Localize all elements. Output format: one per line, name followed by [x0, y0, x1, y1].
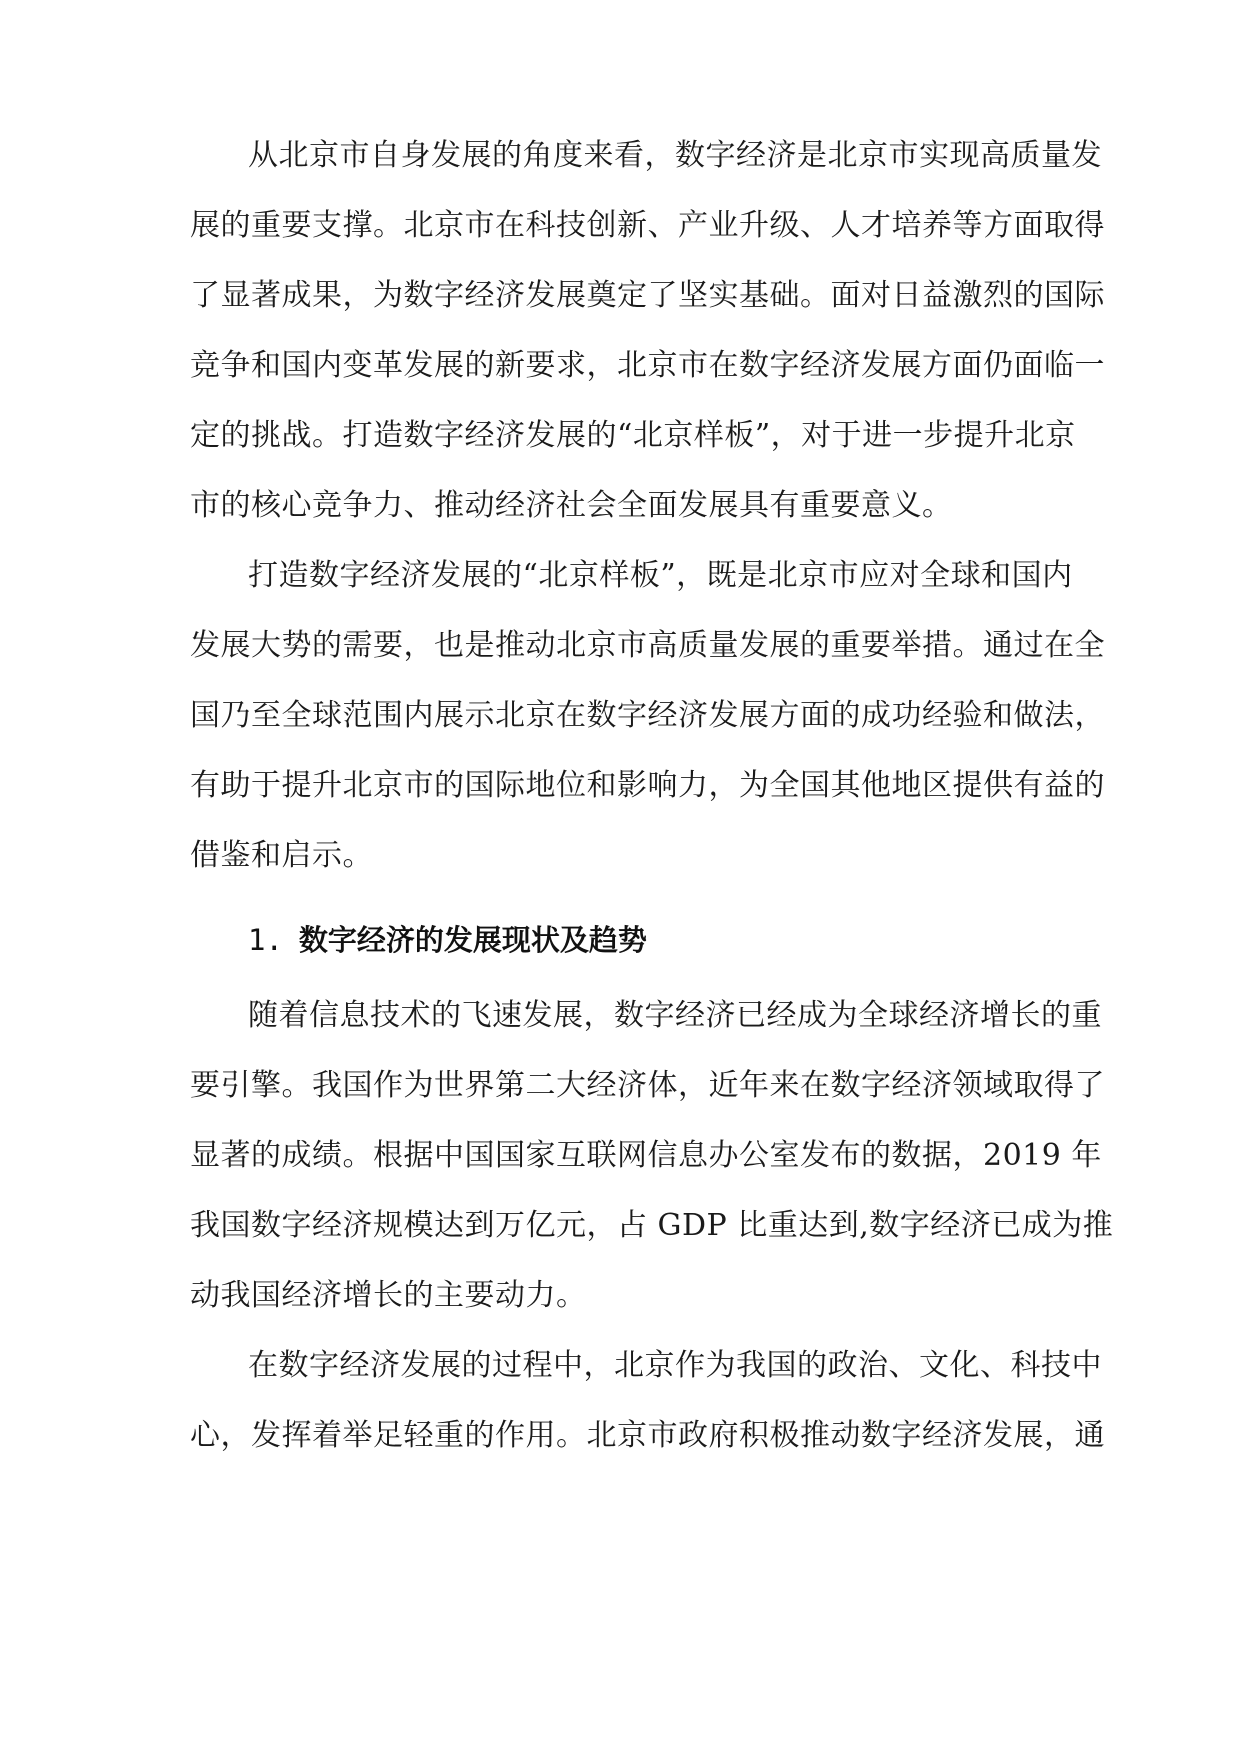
paragraph-3-line-3: 显著的成绩。根据中国国家互联网信息办公室发布的数据，2019 年 — [190, 1138, 1102, 1173]
paragraph-2-line-5: 借鉴和启示。 — [190, 838, 373, 873]
section-heading — [248, 920, 647, 960]
paragraph-1-line-2: 展的重要支撑。北京市在科技创新、产业升级、人才培养等方面取得 — [190, 208, 1105, 243]
paragraph-2-line-1: 打造数字经济发展的“北京样板”，既是北京市应对全球和国内 — [248, 558, 1073, 593]
paragraph-3-line-5: 动我国经济增长的主要动力。 — [190, 1278, 587, 1313]
paragraph-3-line-1: 随着信息技术的飞速发展，数字经济已经成为全球经济增长的重 — [248, 998, 1102, 1033]
paragraph-1-line-5: 定的挑战。打造数字经济发展的“北京样板”，对于进一步提升北京 — [190, 418, 1076, 453]
paragraph-3-line-2: 要引擎。我国作为世界第二大经济体，近年来在数字经济领域取得了 — [190, 1068, 1105, 1103]
paragraph-4-line-2: 心，发挥着举足轻重的作用。北京市政府积极推动数字经济发展，通 — [190, 1418, 1105, 1453]
paragraph-2-line-3: 国乃至全球范围内展示北京在数字经济发展方面的成功经验和做法， — [190, 698, 1105, 733]
section-title: 数字经济的发展现状及趋势 — [298, 923, 647, 957]
paragraph-1-line-3: 了显著成果，为数字经济发展奠定了坚实基础。面对日益激烈的国际 — [190, 278, 1105, 313]
section-number: 1. — [248, 923, 283, 957]
paragraph-3-line-4: 我国数字经济规模达到万亿元，占 GDP 比重达到,数字经济已成为推 — [190, 1208, 1114, 1243]
paragraph-1-line-6: 市的核心竞争力、推动经济社会全面发展具有重要意义。 — [190, 488, 953, 523]
paragraph-1-line-4: 竞争和国内变革发展的新要求，北京市在数字经济发展方面仍面临一 — [190, 348, 1105, 383]
paragraph-1-line-1: 从北京市自身发展的角度来看，数字经济是北京市实现高质量发 — [248, 138, 1102, 173]
paragraph-2-line-4: 有助于提升北京市的国际地位和影响力，为全国其他地区提供有益的 — [190, 768, 1105, 803]
paragraph-2-line-2: 发展大势的需要，也是推动北京市高质量发展的重要举措。通过在全 — [190, 628, 1105, 663]
paragraph-4-line-1: 在数字经济发展的过程中，北京作为我国的政治、文化、科技中 — [248, 1348, 1102, 1383]
